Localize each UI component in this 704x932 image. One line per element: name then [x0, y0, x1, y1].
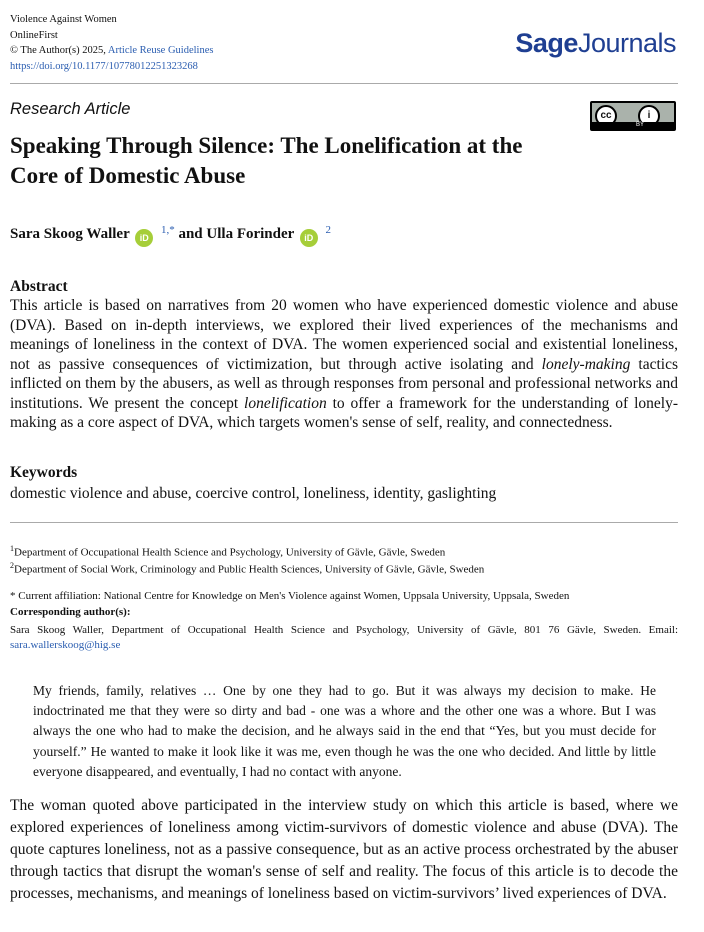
affiliation-text: Department of Occupational Health Science and Psychology, University of Gävle, Gävle, Sweden [14, 546, 446, 559]
copyright-text: © The Author(s) 2025, [10, 45, 106, 56]
author-affiliation-marker[interactable]: 1,* [160, 224, 175, 236]
author-list [10, 224, 331, 247]
body-paragraph: The woman quoted above participated in the interview study on which this article is based, where we explored experiences of loneliness among victim-survivors of domestic violence and abuse (DVA). The quote captures loneliness, not as a passive consequence, but as an active process orchestrated by the abuser through tactics that disrupt the woman's sense of self and reality. The focus of this article is to decode the processes, mechanisms, and meanings of loneliness based on victim-survivors’ lived experiences of DVA. [10, 797, 678, 902]
affiliation-2 [10, 558, 678, 578]
abstract-part: tactics inflicted on them by the abusers, as well as through responses from personal and professional networks and institutions. We present the concept [10, 355, 678, 412]
corresponding-author-heading: Corresponding author(s): [10, 606, 131, 618]
corresponding-author-details [10, 623, 678, 653]
author-conjunction: and [178, 226, 203, 242]
publication-status: OnlineFirst [10, 29, 58, 41]
affiliation-number: 1 [10, 544, 14, 553]
article-title: Speaking Through Silence: The Lonelification at the Core of Domestic Abuse [10, 133, 523, 188]
abstract-part: to offer a framework for the understanding of lonely-making as a core aspect of DVA, which targets women's sense of self, reality, and connectedness. [10, 394, 679, 431]
sage-journals-logo[interactable] [515, 28, 676, 59]
abstract-heading: Abstract [10, 278, 68, 295]
reuse-guidelines-link[interactable]: Article Reuse Guidelines [107, 45, 214, 56]
block-quote: My friends, family, relatives … One by one they had to go. But it was always my decision to make. He indoctrinated me that they were so dirty and bad - one was a whore and the other one was a whore. But I was always the one who had to make the decision, and he always said in the end that “Yes, but you must decide for yourself.” He wanted to make it look like it was me, even though he was the one who decided. And little by little everyone disappeared, and eventually, I had no contact with anyone. [33, 683, 656, 779]
copyright-line [10, 43, 213, 59]
affiliation-number: 2 [10, 561, 14, 570]
author-name: Sara Skoog Waller [10, 226, 130, 242]
logo-journals: Journals [577, 28, 676, 58]
journal-name: Violence Against Women [10, 14, 117, 25]
keywords-heading: Keywords [10, 464, 78, 481]
abstract-term: lonely-making [541, 355, 631, 373]
header-divider [10, 83, 678, 84]
license-by-label: BY [592, 122, 674, 129]
author-affiliation-marker[interactable]: 2 [325, 224, 332, 236]
author-name: Ulla Forinder [206, 226, 295, 242]
article-type: Research Article [10, 100, 131, 118]
abstract-part: This article is based on narratives from 20 women who have experienced domestic violence and abuse (DVA). Based on in-depth interviews, we explored their lived experiences of the mechanisms and meanings of loneliness in the context of DVA. The women experienced social and existential loneliness, not as passive consequences of victimization, but through active isolating and [10, 297, 678, 373]
current-affiliation: * Current affiliation: National Centre for Knowledge on Men's Violence against Women, Uppsala University, Uppsala, Sweden [10, 590, 570, 602]
corresponding-author-text: Sara Skoog Waller, Department of Occupational Health Science and Psychology, University of Gävle, 801 76 Gävle, Sweden. Email: [10, 624, 678, 636]
affiliation-text: Department of Social Work, Criminology and Public Health Sciences, University of Gävle, Gävle, Sweden [14, 563, 485, 576]
corresponding-email-link[interactable]: sara.wallerskoog@hig.se [10, 639, 121, 651]
logo-sage: Sage [515, 28, 578, 58]
cc-icon: cc [595, 105, 617, 127]
cc-by-license-badge[interactable] [590, 101, 676, 131]
orcid-icon[interactable]: iD [135, 229, 153, 247]
attribution-icon: i [638, 105, 660, 127]
affiliation-divider [10, 522, 678, 523]
abstract-text [10, 296, 678, 433]
abstract-term: lonelification [244, 394, 327, 412]
journal-header [10, 12, 213, 74]
orcid-icon[interactable]: iD [300, 229, 318, 247]
doi-link[interactable]: https://doi.org/10.1177/10778012251323268 [10, 60, 198, 72]
keywords-list: domestic violence and abuse, coercive control, loneliness, identity, gaslighting [10, 485, 497, 502]
